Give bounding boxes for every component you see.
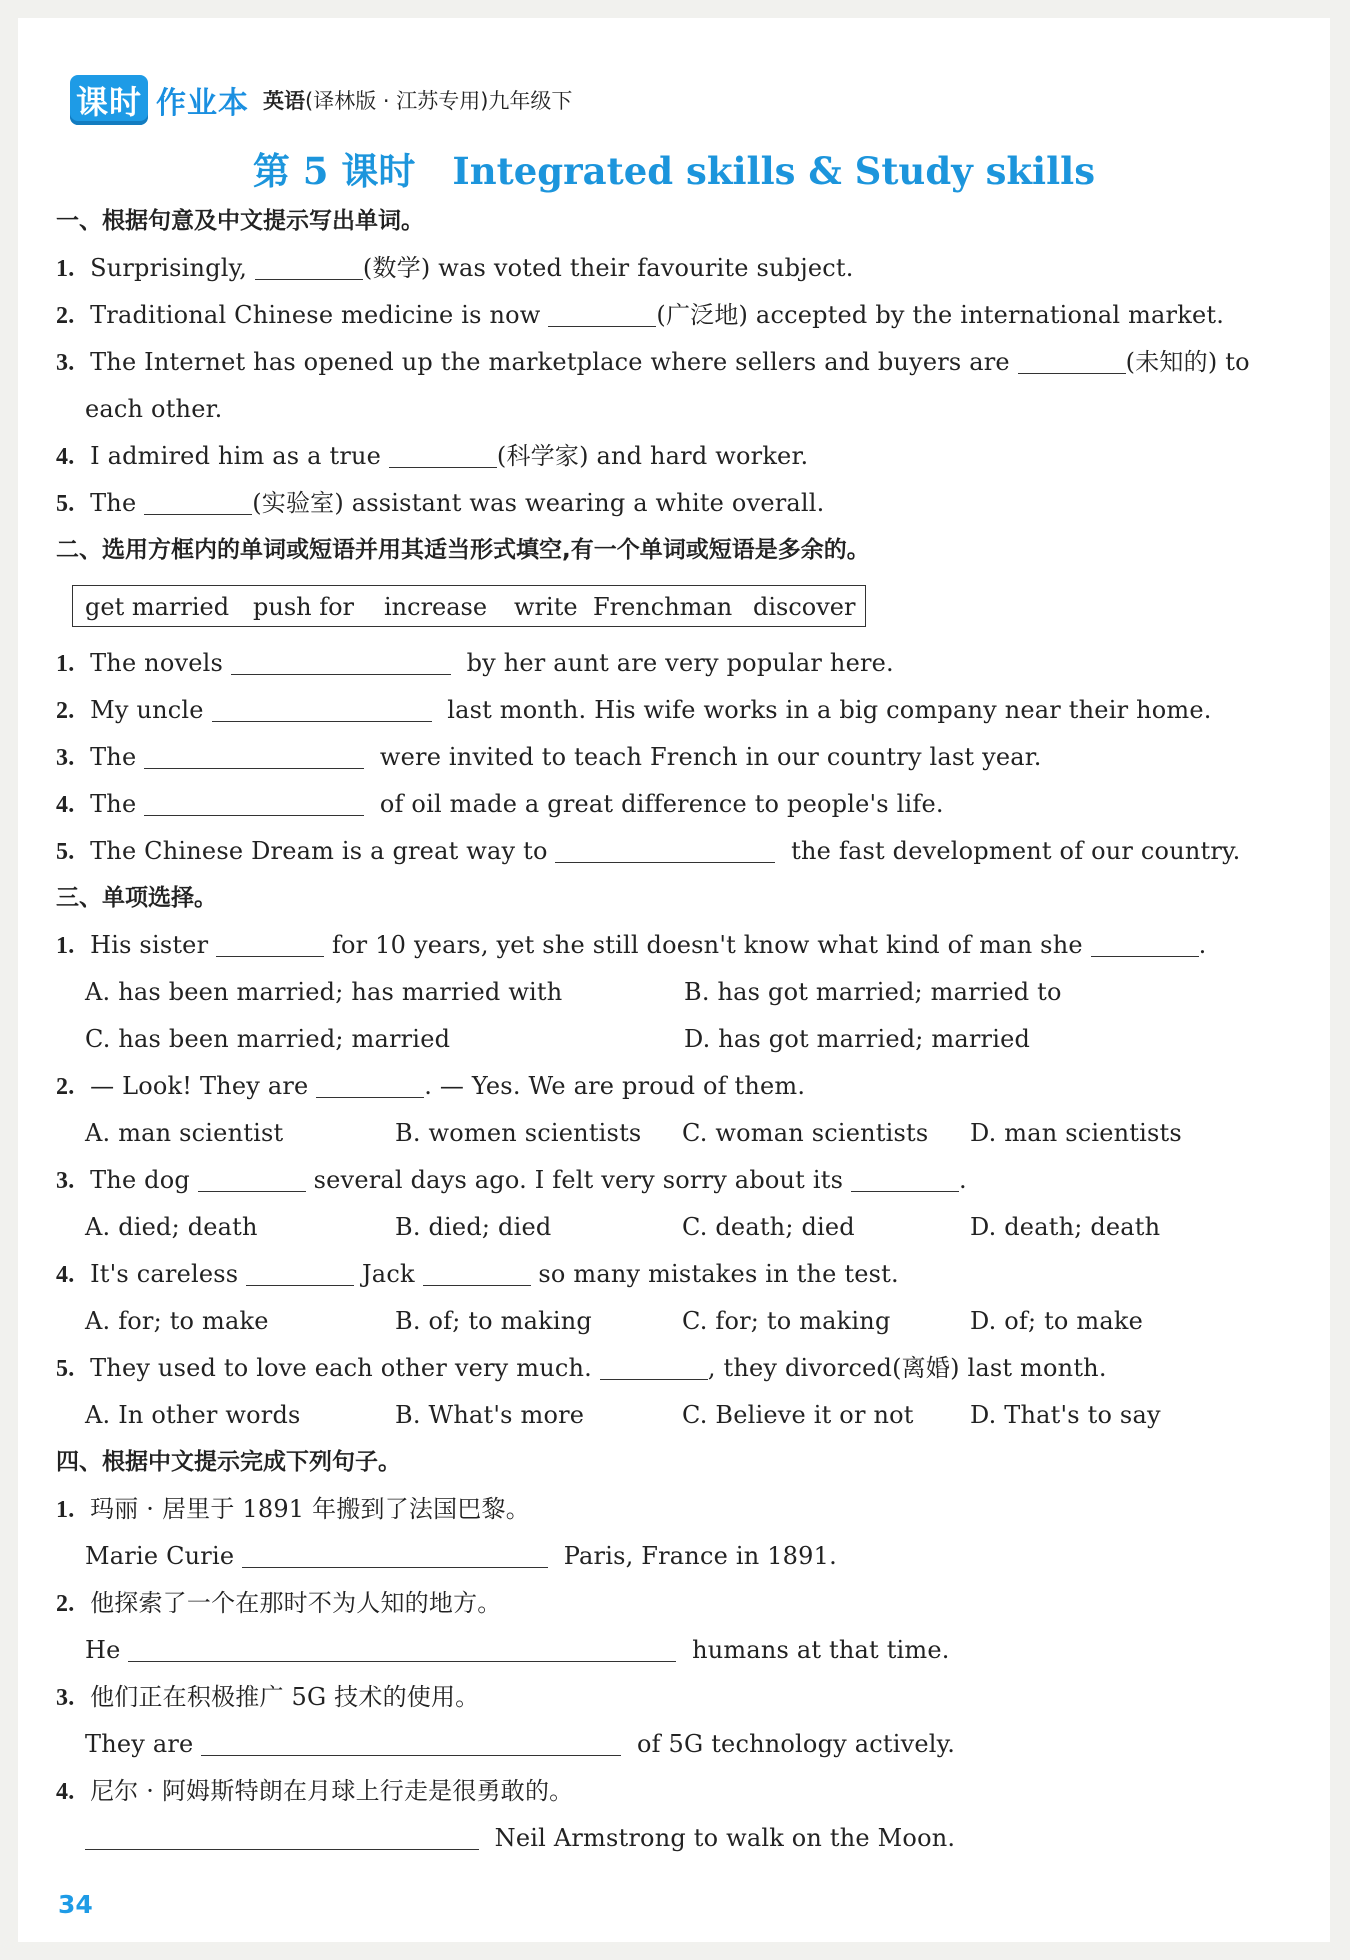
answer-blank[interactable]	[851, 1167, 959, 1192]
answer-blank[interactable]	[212, 697, 432, 722]
word-box-item: write	[514, 593, 578, 621]
book-info	[263, 85, 572, 115]
s1-q1: 1. Surprisingly, (数学) was voted their favourite subject.	[56, 254, 854, 282]
answer-blank[interactable]	[389, 443, 497, 468]
s3-q3-option-c[interactable]: C. death; died	[682, 1213, 855, 1241]
answer-blank[interactable]	[85, 1825, 479, 1850]
s1-q2: 2. Traditional Chinese medicine is now (广泛地) accepted by the international market.	[56, 301, 1225, 329]
s3-q1-option-d[interactable]: D. has got married; married	[684, 1025, 1031, 1053]
answer-blank[interactable]	[255, 255, 363, 280]
s1-q4: 4. I admired him as a true (科学家) and hard worker.	[56, 442, 809, 470]
s3-q1-option-a[interactable]: A. has been married; has married with	[85, 978, 563, 1006]
s3-q4-option-a[interactable]: A. for; to make	[85, 1307, 269, 1335]
answer-blank[interactable]	[144, 791, 364, 816]
s2-q4: 4. The of oil made a great difference to people's life.	[56, 790, 944, 818]
header	[70, 72, 572, 128]
word-box-item: increase	[384, 593, 488, 621]
s1-q3-cont: each other.	[85, 395, 223, 423]
answer-blank[interactable]	[144, 744, 364, 769]
word-box-item: Frenchman	[593, 593, 733, 621]
s3-q5: 5. They used to love each other very much. , they divorced(离婚) last month.	[56, 1354, 1107, 1382]
answer-blank[interactable]	[600, 1355, 708, 1380]
answer-blank[interactable]	[246, 1261, 354, 1286]
answer-blank[interactable]	[1091, 932, 1199, 957]
s4-q3-chinese: 3. 他们正在积极推广 5G 技术的使用。	[56, 1683, 480, 1711]
answer-blank[interactable]	[548, 302, 656, 327]
s3-q1: 1. His sister for 10 years, yet she still doesn't know what kind of man she .	[56, 931, 1207, 959]
subject: 英语	[263, 89, 306, 113]
answer-blank[interactable]	[198, 1167, 306, 1192]
page-number: 34	[58, 1890, 93, 1919]
answer-blank[interactable]	[201, 1731, 621, 1756]
s3-q2-option-a[interactable]: A. man scientist	[85, 1119, 284, 1147]
answer-blank[interactable]	[1018, 349, 1126, 374]
s3-q4-option-c[interactable]: C. for; to making	[682, 1307, 891, 1335]
s3-q5-option-b[interactable]: B. What's more	[395, 1401, 585, 1429]
s4-q2-chinese: 2. 他探索了一个在那时不为人知的地方。	[56, 1589, 502, 1617]
word-box-item: get married	[85, 593, 230, 621]
s3-q5-option-a[interactable]: A. In other words	[85, 1401, 301, 1429]
s3-q2: 2. — Look! They are . — Yes. We are proud of them.	[56, 1072, 806, 1100]
s3-q3-option-d[interactable]: D. death; death	[970, 1213, 1161, 1241]
s4-q4-english: Neil Armstrong to walk on the Moon.	[85, 1823, 955, 1853]
section1-heading: 一、根据句意及中文提示写出单词。	[56, 208, 424, 234]
section4-heading: 四、根据中文提示完成下列句子。	[56, 1449, 401, 1475]
answer-blank[interactable]	[423, 1261, 531, 1286]
s2-q1: 1. The novels by her aunt are very popular here.	[56, 649, 894, 677]
logo-badge: 课时	[70, 75, 148, 125]
section3-heading: 三、单项选择。	[56, 885, 217, 911]
worksheet-page	[18, 18, 1330, 1942]
s1-q5: 5. The (实验室) assistant was wearing a white overall.	[56, 489, 825, 517]
lesson-title: 第 5 课时 Integrated skills & Study skills	[252, 149, 1096, 193]
s3-q2-option-d[interactable]: D. man scientists	[970, 1119, 1182, 1147]
s4-q1-english: Marie Curie Paris, France in 1891.	[85, 1542, 837, 1570]
s2-q2: 2. My uncle last month. His wife works in a big company near their home.	[56, 696, 1212, 724]
s3-q3-option-a[interactable]: A. died; death	[85, 1213, 258, 1241]
s3-q4-option-d[interactable]: D. of; to make	[970, 1307, 1144, 1335]
logo-text: 作业本	[156, 86, 250, 121]
s3-q3-option-b[interactable]: B. died; died	[395, 1213, 552, 1241]
s3-q2-option-b[interactable]: B. women scientists	[395, 1119, 642, 1147]
s3-q4: 4. It's careless Jack so many mistakes in the test.	[56, 1260, 899, 1288]
s3-q3: 3. The dog several days ago. I felt very sorry about its .	[56, 1166, 967, 1194]
answer-blank[interactable]	[128, 1637, 676, 1662]
s4-q4-chinese: 4. 尼尔 · 阿姆斯特朗在月球上行走是很勇敢的。	[56, 1777, 574, 1805]
answer-blank[interactable]	[555, 838, 775, 863]
answer-blank[interactable]	[144, 490, 252, 515]
word-box-item: discover	[753, 593, 856, 621]
word-box	[72, 585, 866, 627]
section2-heading: 二、选用方框内的单词或短语并用其适当形式填空,有一个单词或短语是多余的。	[56, 537, 870, 563]
s3-q2-option-c[interactable]: C. woman scientists	[682, 1119, 929, 1147]
answer-blank[interactable]	[231, 650, 451, 675]
answer-blank[interactable]	[242, 1543, 548, 1568]
s2-q3: 3. The were invited to teach French in our country last year.	[56, 743, 1042, 771]
s4-q1-chinese: 1. 玛丽 · 居里于 1891 年搬到了法国巴黎。	[56, 1495, 530, 1523]
s3-q1-option-b[interactable]: B. has got married; married to	[684, 978, 1062, 1006]
s1-q3: 3. The Internet has opened up the marketplace where sellers and buyers are (未知的) to	[56, 348, 1250, 376]
s3-q4-option-b[interactable]: B. of; to making	[395, 1307, 592, 1335]
s3-q1-option-c[interactable]: C. has been married; married	[85, 1025, 451, 1053]
s3-q5-option-d[interactable]: D. That's to say	[970, 1401, 1161, 1429]
edition: (译林版 · 江苏专用)九年级下	[305, 89, 573, 113]
word-box-item: push for	[253, 593, 355, 621]
answer-blank[interactable]	[316, 1073, 424, 1098]
s4-q3-english: They are of 5G technology actively.	[85, 1730, 956, 1758]
answer-blank[interactable]	[216, 932, 324, 957]
s3-q5-option-c[interactable]: C. Believe it or not	[682, 1401, 914, 1429]
s4-q2-english: He humans at that time.	[85, 1636, 950, 1664]
s2-q5: 5. The Chinese Dream is a great way to the fast development of our country.	[56, 837, 1241, 865]
